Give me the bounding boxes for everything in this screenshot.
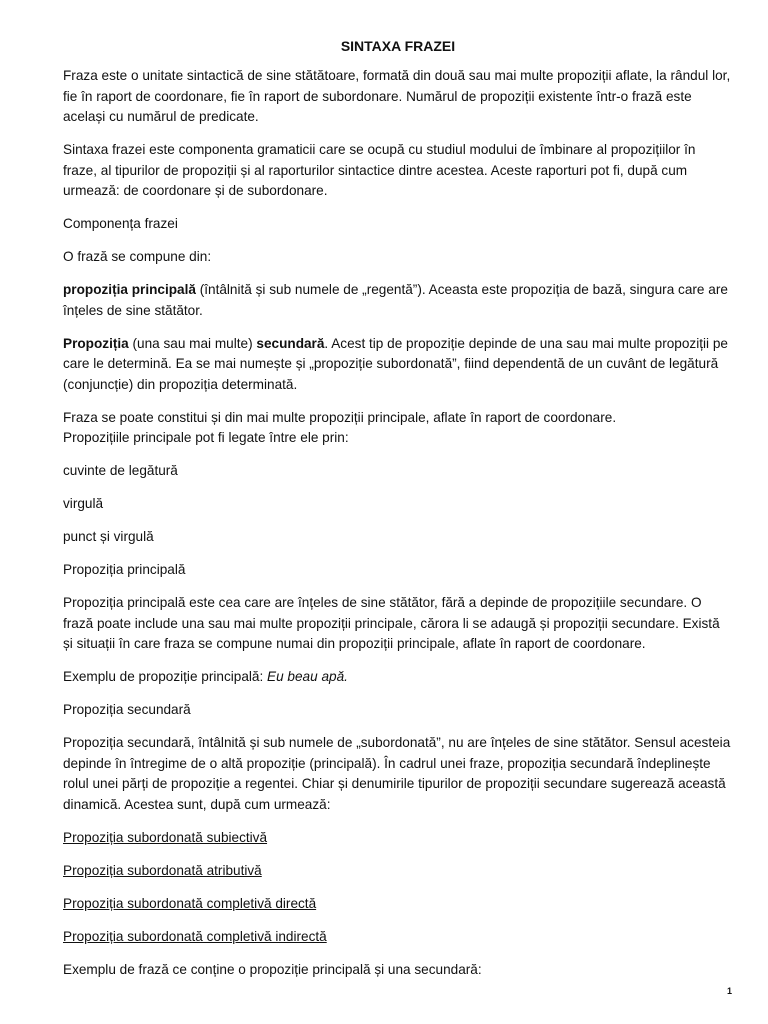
document-page — [63, 36, 733, 993]
link-completiva-directa[interactable]: Propoziția subordonată completivă directă — [63, 895, 317, 911]
example-italic: Eu beau apă. — [267, 669, 348, 684]
heading-propozitia-secundara: Propoziția secundară — [63, 702, 191, 717]
paragraph-coordonare: Fraza se poate constitui și din mai multe propoziții principale, aflate în raport de coordonare. Propozițiile principale pot fi legate între ele prin: — [63, 409, 617, 445]
document-title: SINTAXA FRAZEI — [340, 38, 456, 54]
link-atributiva[interactable]: Propoziția subordonată atributivă — [63, 862, 262, 878]
paragraph-exemplu-fraza: Exemplu de frază ce conține o propoziție principală și una secundară: — [63, 961, 482, 977]
list-item-cuvinte: cuvinte de legătură — [63, 463, 178, 478]
paragraph-principala-detail: Propoziția principală este cea care are înțeles de sine stătător, fără a depinde de propozițiile secundare. O frază poate include una sau mai multe propoziții principale, cărora li se adaugă și propoziții secundare. Există și situații în care fraza se compune numai din propoziții principale, aflate în raport de coordonare. — [63, 595, 720, 651]
list-item-virgula: virgulă — [63, 496, 104, 511]
heading-propozitia-principala: Propoziția principală — [63, 562, 186, 577]
page-number: 1 — [726, 986, 732, 996]
paragraph-secundara: Propoziția (una sau mai multe) secundară. Acest tip de propoziție depinde de una sau mai multe propoziții pe care le determină. Ea se mai numește și „propoziție subordonată”, fiind dependentă de un cuvânt de legătură (conjuncție) din propoziția determinată. — [63, 335, 728, 392]
paragraph-exemplu-principala: Exemplu de propoziție principală: Eu beau apă. — [63, 669, 348, 684]
link-subiectiva[interactable]: Propoziția subordonată subiectivă — [63, 829, 268, 845]
paragraph-syntax: Sintaxa frazei este componenta gramaticii care se ocupă cu studiul modului de îmbinare al propozițiilor în fraze, al tipurilor de propoziții și al raporturilor sintactice dintre acestea. Aceste raporturi pot fi, după cum urmează: de coordonare și de subordonare. — [63, 142, 696, 198]
term-propozitia: Propoziția — [63, 335, 129, 351]
term-secundara: secundară — [256, 335, 325, 351]
list-item-punct-virgula: punct și virgulă — [63, 529, 154, 544]
heading-componenta: Componența frazei — [63, 216, 178, 231]
paragraph-definition: Fraza este o unitate sintactică de sine stătătoare, formată din două sau mai multe propoziții aflate, la rândul lor, fie în raport de coordonare, fie în raport de subordonare. Numărul de propoziții existente într-o frază este același cu numărul de predicate. — [63, 68, 731, 124]
link-completiva-indirecta[interactable]: Propoziția subordonată completivă indirectă — [63, 928, 327, 944]
paragraph-compune: O frază se compune din: — [63, 249, 212, 264]
paragraph-principala: propoziția principală (întâlnită și sub numele de „regentă”). Aceasta este propoziția de bază, singura care are înțeles de sine stătător. — [63, 282, 728, 318]
term-propozitia-principala: propoziția principală — [63, 282, 196, 297]
paragraph-secundara-detail: Propoziția secundară, întâlnită și sub numele de „subordonată”, nu are înțeles de sine stătător. Sensul acesteia depinde în întregime de o altă propoziție (principală). În cadrul unei fraze, propoziția secundară îndeplinește rolul unei părți de propoziție a regentei. Chiar și denumirile tipurilor de propoziții secundare sugerează această dinamică. Acestea sunt, după cum urmează: — [63, 735, 731, 812]
